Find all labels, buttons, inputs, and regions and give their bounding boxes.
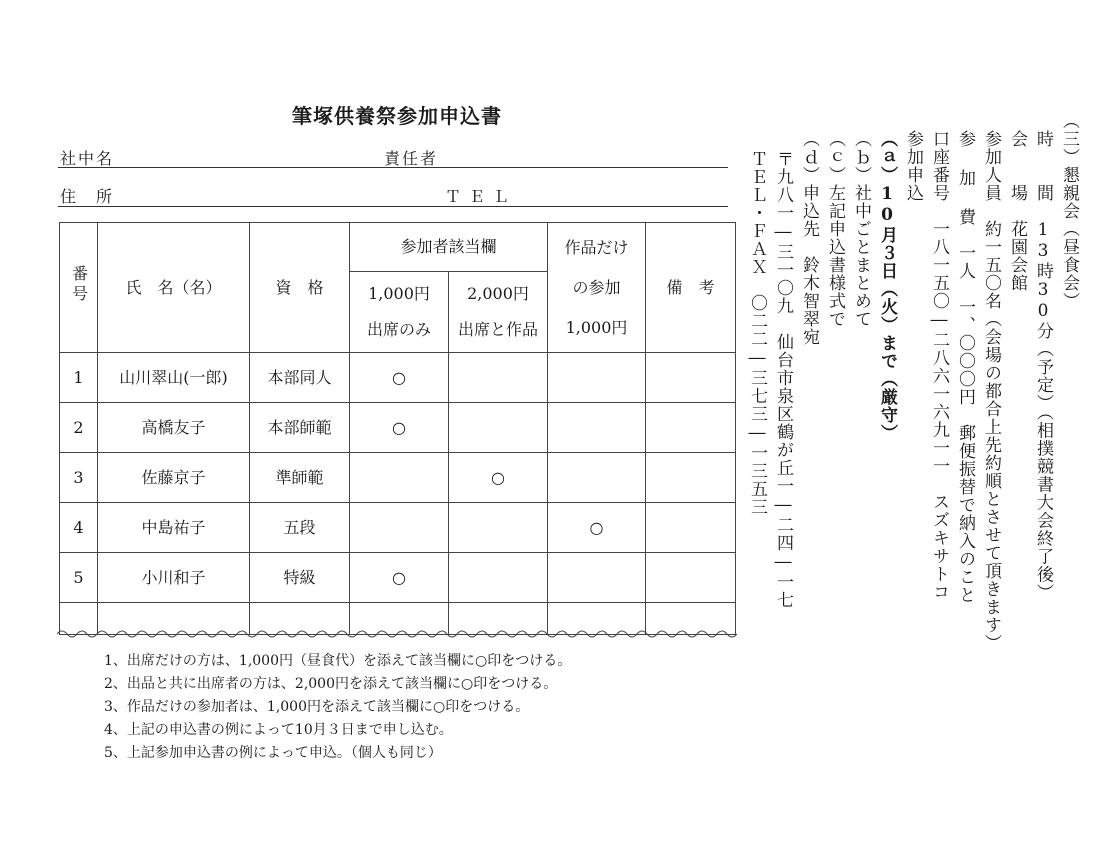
col-group-header: 参加者該当欄: [350, 223, 548, 272]
col-attend-work-header: 2,000円 出席と作品: [449, 272, 548, 353]
info-capacity: 参加人員 約一五〇名（会場の都合上先約順とさせて頂きます）: [981, 130, 1001, 652]
info-apply-d: （ｄ）申込先 鈴木智翠宛: [799, 130, 819, 346]
info-section-heading: （三）懇親会（昼食会）: [1059, 112, 1079, 310]
note-item: 4、上記の申込書の例によって10月３日まで申し込む。: [104, 722, 453, 738]
info-postal: 〒九八一―三一〇九 仙台市泉区鶴が丘一―二四―一七: [773, 150, 793, 609]
header-rule-1: [58, 167, 728, 168]
col-name-header: 氏 名（名）: [98, 223, 250, 353]
row-remarks: [646, 553, 736, 603]
col-work-only-header: 作品だけ の参加 1,000円: [548, 223, 646, 353]
row-rank: 五段: [250, 503, 350, 553]
row-work-only: [548, 553, 646, 603]
row-attend-work: [449, 353, 548, 403]
row-attend-only: [350, 453, 449, 503]
col-number-header: 番号: [60, 223, 98, 353]
row-number: 3: [60, 453, 98, 503]
col-rank-header: 資 格: [250, 223, 350, 353]
row-rank: 本部師範: [250, 403, 350, 453]
row-work-only: ○: [548, 503, 646, 553]
row-attend-only: ○: [350, 403, 449, 453]
header-rule-2: [58, 206, 728, 207]
row-number: 1: [60, 353, 98, 403]
notes-list: [104, 650, 571, 765]
table-row: [60, 503, 736, 553]
leader-label: 責任者: [384, 149, 439, 168]
info-venue: 会 場 花園会館: [1007, 130, 1027, 292]
row-attend-work: ○: [449, 453, 548, 503]
row-rank: 準師範: [250, 453, 350, 503]
tel-label: ＴＥＬ: [445, 187, 518, 206]
col-remarks-header: 備 考: [646, 223, 736, 353]
row-number: 5: [60, 553, 98, 603]
row-attend-work: [449, 503, 548, 553]
info-apply-c: （ｃ）左記申込書様式で: [825, 130, 845, 328]
row-rank: 特級: [250, 553, 350, 603]
info-apply-b: （ｂ）社中ごとまとめて: [851, 130, 871, 328]
row-remarks: [646, 453, 736, 503]
society-label: 社中名: [60, 149, 115, 168]
table-row: [60, 453, 736, 503]
note-item: 3、作品だけの参加者は、1,000円を添えて該当欄に○印をつける。: [104, 699, 530, 715]
table-row: [60, 353, 736, 403]
row-name: 高橋友子: [98, 403, 250, 453]
row-attend-work: [449, 403, 548, 453]
col-attend-only-header: 1,000円 出席のみ: [350, 272, 449, 353]
row-attend-only: [350, 503, 449, 553]
row-rank: 本部同人: [250, 353, 350, 403]
info-telfax: ＴＥＬ・ＦＡＸ 〇二二―三七三―一三五三: [747, 150, 767, 516]
note-item: 2、出品と共に出席者の方は、2,000円を添えて該当欄に○印をつける。: [104, 676, 558, 692]
row-attend-only: ○: [350, 353, 449, 403]
info-fee: 参 加 費 一人 一、〇〇〇円 郵便振替で納入のこと: [955, 130, 975, 604]
info-apply-label: 参加申込: [903, 130, 923, 202]
row-work-only: [548, 453, 646, 503]
info-time: 時 間 13時30分（予定）（相撲競書大会終了後）: [1033, 130, 1053, 602]
event-info: [744, 112, 1082, 812]
row-work-only: [548, 353, 646, 403]
table-row: [60, 553, 736, 603]
address-label: 住 所: [60, 187, 115, 206]
row-remarks: [646, 403, 736, 453]
application-table: [59, 222, 736, 635]
row-name: 佐藤京子: [98, 453, 250, 503]
info-apply-a: （ａ）10月３日（火）まで（厳守）: [877, 130, 897, 442]
note-item: 5、上記参加申込書の例によって申込。（個人も同じ）: [104, 745, 442, 761]
row-name: 中島祐子: [98, 503, 250, 553]
row-work-only: [548, 403, 646, 453]
row-remarks: [646, 503, 736, 553]
info-account: 口座番号 一八一五〇―二八六一六九一一 スズキサトコ: [929, 130, 949, 601]
form-title: 筆塚供養祭参加申込書: [292, 104, 502, 128]
table-row: [60, 403, 736, 453]
row-attend-work: [449, 553, 548, 603]
torn-edge: [57, 628, 737, 640]
note-item: 1、出席だけの方は、1,000円（昼食代）を添えて該当欄に○印をつける。: [104, 653, 572, 669]
row-remarks: [646, 353, 736, 403]
row-attend-only: ○: [350, 553, 449, 603]
row-number: 2: [60, 403, 98, 453]
row-number: 4: [60, 503, 98, 553]
row-name: 小川和子: [98, 553, 250, 603]
row-name: 山川翠山(一郎): [98, 353, 250, 403]
